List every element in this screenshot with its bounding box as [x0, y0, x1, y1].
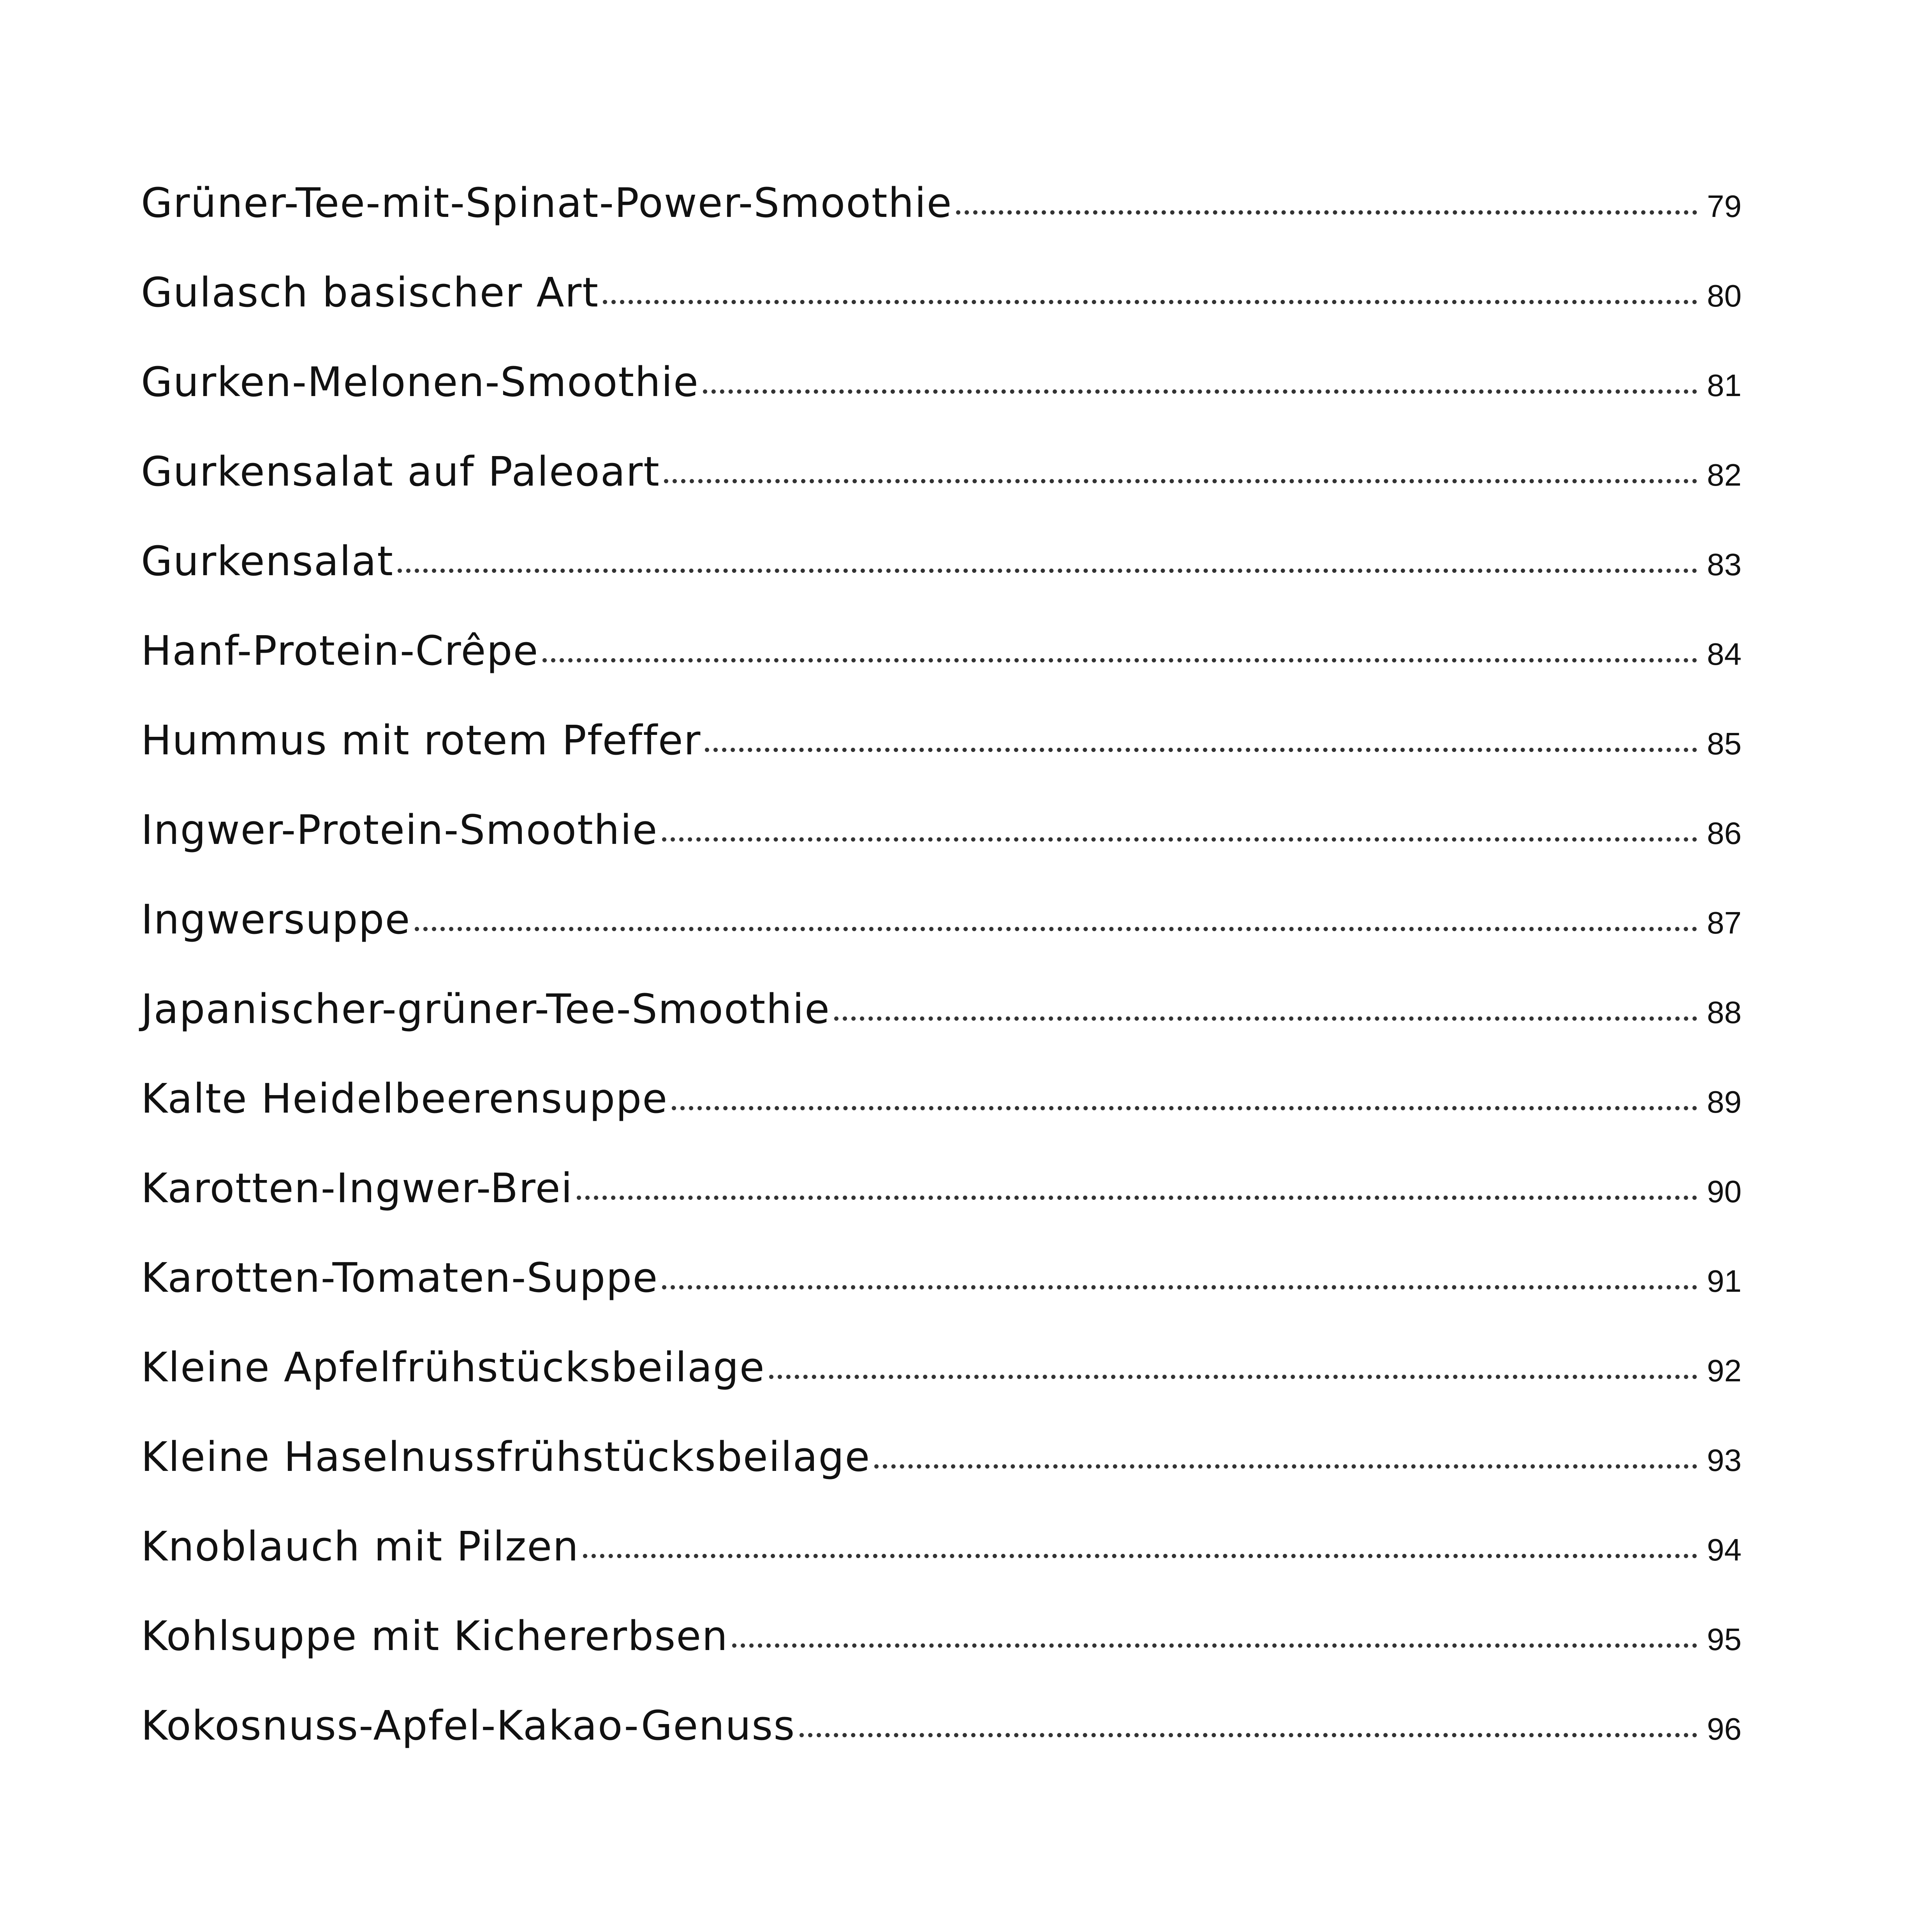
- toc-entry[interactable]: [141, 269, 1742, 331]
- toc-entry-page-number: 93: [1707, 1443, 1742, 1478]
- toc-entry-page-number: 83: [1707, 547, 1742, 582]
- toc-entry-title: Gulasch basischer Art: [141, 269, 599, 316]
- toc-entry-title: Hummus mit rotem Pfeffer: [141, 717, 701, 764]
- dot-leader: [662, 837, 1697, 842]
- toc-entry-page-number: 90: [1707, 1174, 1742, 1209]
- toc-entry-title: Knoblauch mit Pilzen: [141, 1523, 579, 1570]
- toc-entry[interactable]: [141, 985, 1742, 1048]
- toc-entry[interactable]: [141, 1254, 1742, 1316]
- toc-entry-page-number: 84: [1707, 637, 1742, 671]
- dot-leader: [800, 1733, 1698, 1737]
- toc-entry-title: Kalte Heidelbeerensuppe: [141, 1075, 668, 1122]
- dot-leader: [415, 927, 1697, 931]
- dot-leader: [672, 1106, 1697, 1110]
- dot-leader: [703, 389, 1697, 394]
- toc-entry-title: Ingwersuppe: [141, 896, 411, 943]
- toc-entry-title: Karotten-Ingwer-Brei: [141, 1164, 573, 1212]
- toc-entry-page-number: 94: [1707, 1532, 1742, 1567]
- toc-entry[interactable]: [141, 1164, 1742, 1227]
- toc-entry-page-number: 88: [1707, 995, 1742, 1030]
- dot-leader: [769, 1375, 1697, 1379]
- toc-entry-title: Gurkensalat auf Paleoart: [141, 448, 660, 495]
- toc-entry-page-number: 89: [1707, 1085, 1742, 1119]
- toc-entry[interactable]: [141, 448, 1742, 510]
- toc-entry-page-number: 91: [1707, 1264, 1742, 1298]
- toc-entry-page-number: 96: [1707, 1712, 1742, 1746]
- toc-entry-title: Karotten-Tomaten-Suppe: [141, 1254, 659, 1302]
- toc-entry[interactable]: [141, 1612, 1742, 1675]
- toc-entry-page-number: 95: [1707, 1622, 1742, 1657]
- toc-entry[interactable]: [141, 1702, 1742, 1764]
- dot-leader: [834, 1016, 1697, 1021]
- toc-entry-page-number: 85: [1707, 726, 1742, 761]
- toc-entry-page-number: 79: [1707, 189, 1742, 224]
- toc-entry[interactable]: [141, 179, 1742, 241]
- toc-entry-title: Gurken-Melonen-Smoothie: [141, 358, 699, 406]
- dot-leader: [662, 1285, 1697, 1289]
- toc-entry[interactable]: [141, 358, 1742, 421]
- toc-entry-page-number: 80: [1707, 278, 1742, 313]
- toc-entry[interactable]: [141, 1075, 1742, 1137]
- toc-entry[interactable]: [141, 1433, 1742, 1495]
- toc-entry[interactable]: [141, 627, 1742, 689]
- toc-entry-title: Gurkensalat: [141, 537, 394, 585]
- toc-entry[interactable]: [141, 1523, 1742, 1585]
- dot-leader: [583, 1554, 1697, 1558]
- toc-entry-page-number: 92: [1707, 1353, 1742, 1388]
- toc-entry-title: Kohlsuppe mit Kichererbsen: [141, 1612, 729, 1660]
- toc-entry-page-number: 81: [1707, 368, 1742, 403]
- toc-entry-title: Hanf-Protein-Crêpe: [141, 627, 539, 675]
- dot-leader: [664, 479, 1697, 483]
- toc-entry-title: Kleine Haselnussfrühstücksbeilage: [141, 1433, 871, 1481]
- toc-entry-page-number: 87: [1707, 905, 1742, 940]
- toc-entry[interactable]: [141, 1344, 1742, 1406]
- dot-leader: [398, 569, 1697, 573]
- dot-leader: [577, 1196, 1697, 1200]
- toc-entry[interactable]: [141, 806, 1742, 868]
- toc-entry[interactable]: [141, 717, 1742, 779]
- toc-entry[interactable]: [141, 537, 1742, 600]
- toc-entry-page-number: 86: [1707, 816, 1742, 851]
- toc-entry-title: Kokosnuss-Apfel-Kakao-Genuss: [141, 1702, 796, 1749]
- dot-leader: [603, 300, 1697, 304]
- toc-entry-title: Grüner-Tee-mit-Spinat-Power-Smoothie: [141, 179, 953, 227]
- dot-leader: [956, 210, 1697, 215]
- toc-entry[interactable]: [141, 896, 1742, 958]
- dot-leader: [732, 1643, 1697, 1648]
- toc-entry-title: Kleine Apfelfrühstücksbeilage: [141, 1344, 765, 1391]
- toc-entry-title: Ingwer-Protein-Smoothie: [141, 806, 658, 854]
- dot-leader: [705, 748, 1697, 752]
- dot-leader: [874, 1464, 1697, 1469]
- dot-leader: [542, 658, 1697, 662]
- toc-entry-title: Japanischer-grüner-Tee-Smoothie: [141, 985, 831, 1033]
- toc-entry-page-number: 82: [1707, 458, 1742, 492]
